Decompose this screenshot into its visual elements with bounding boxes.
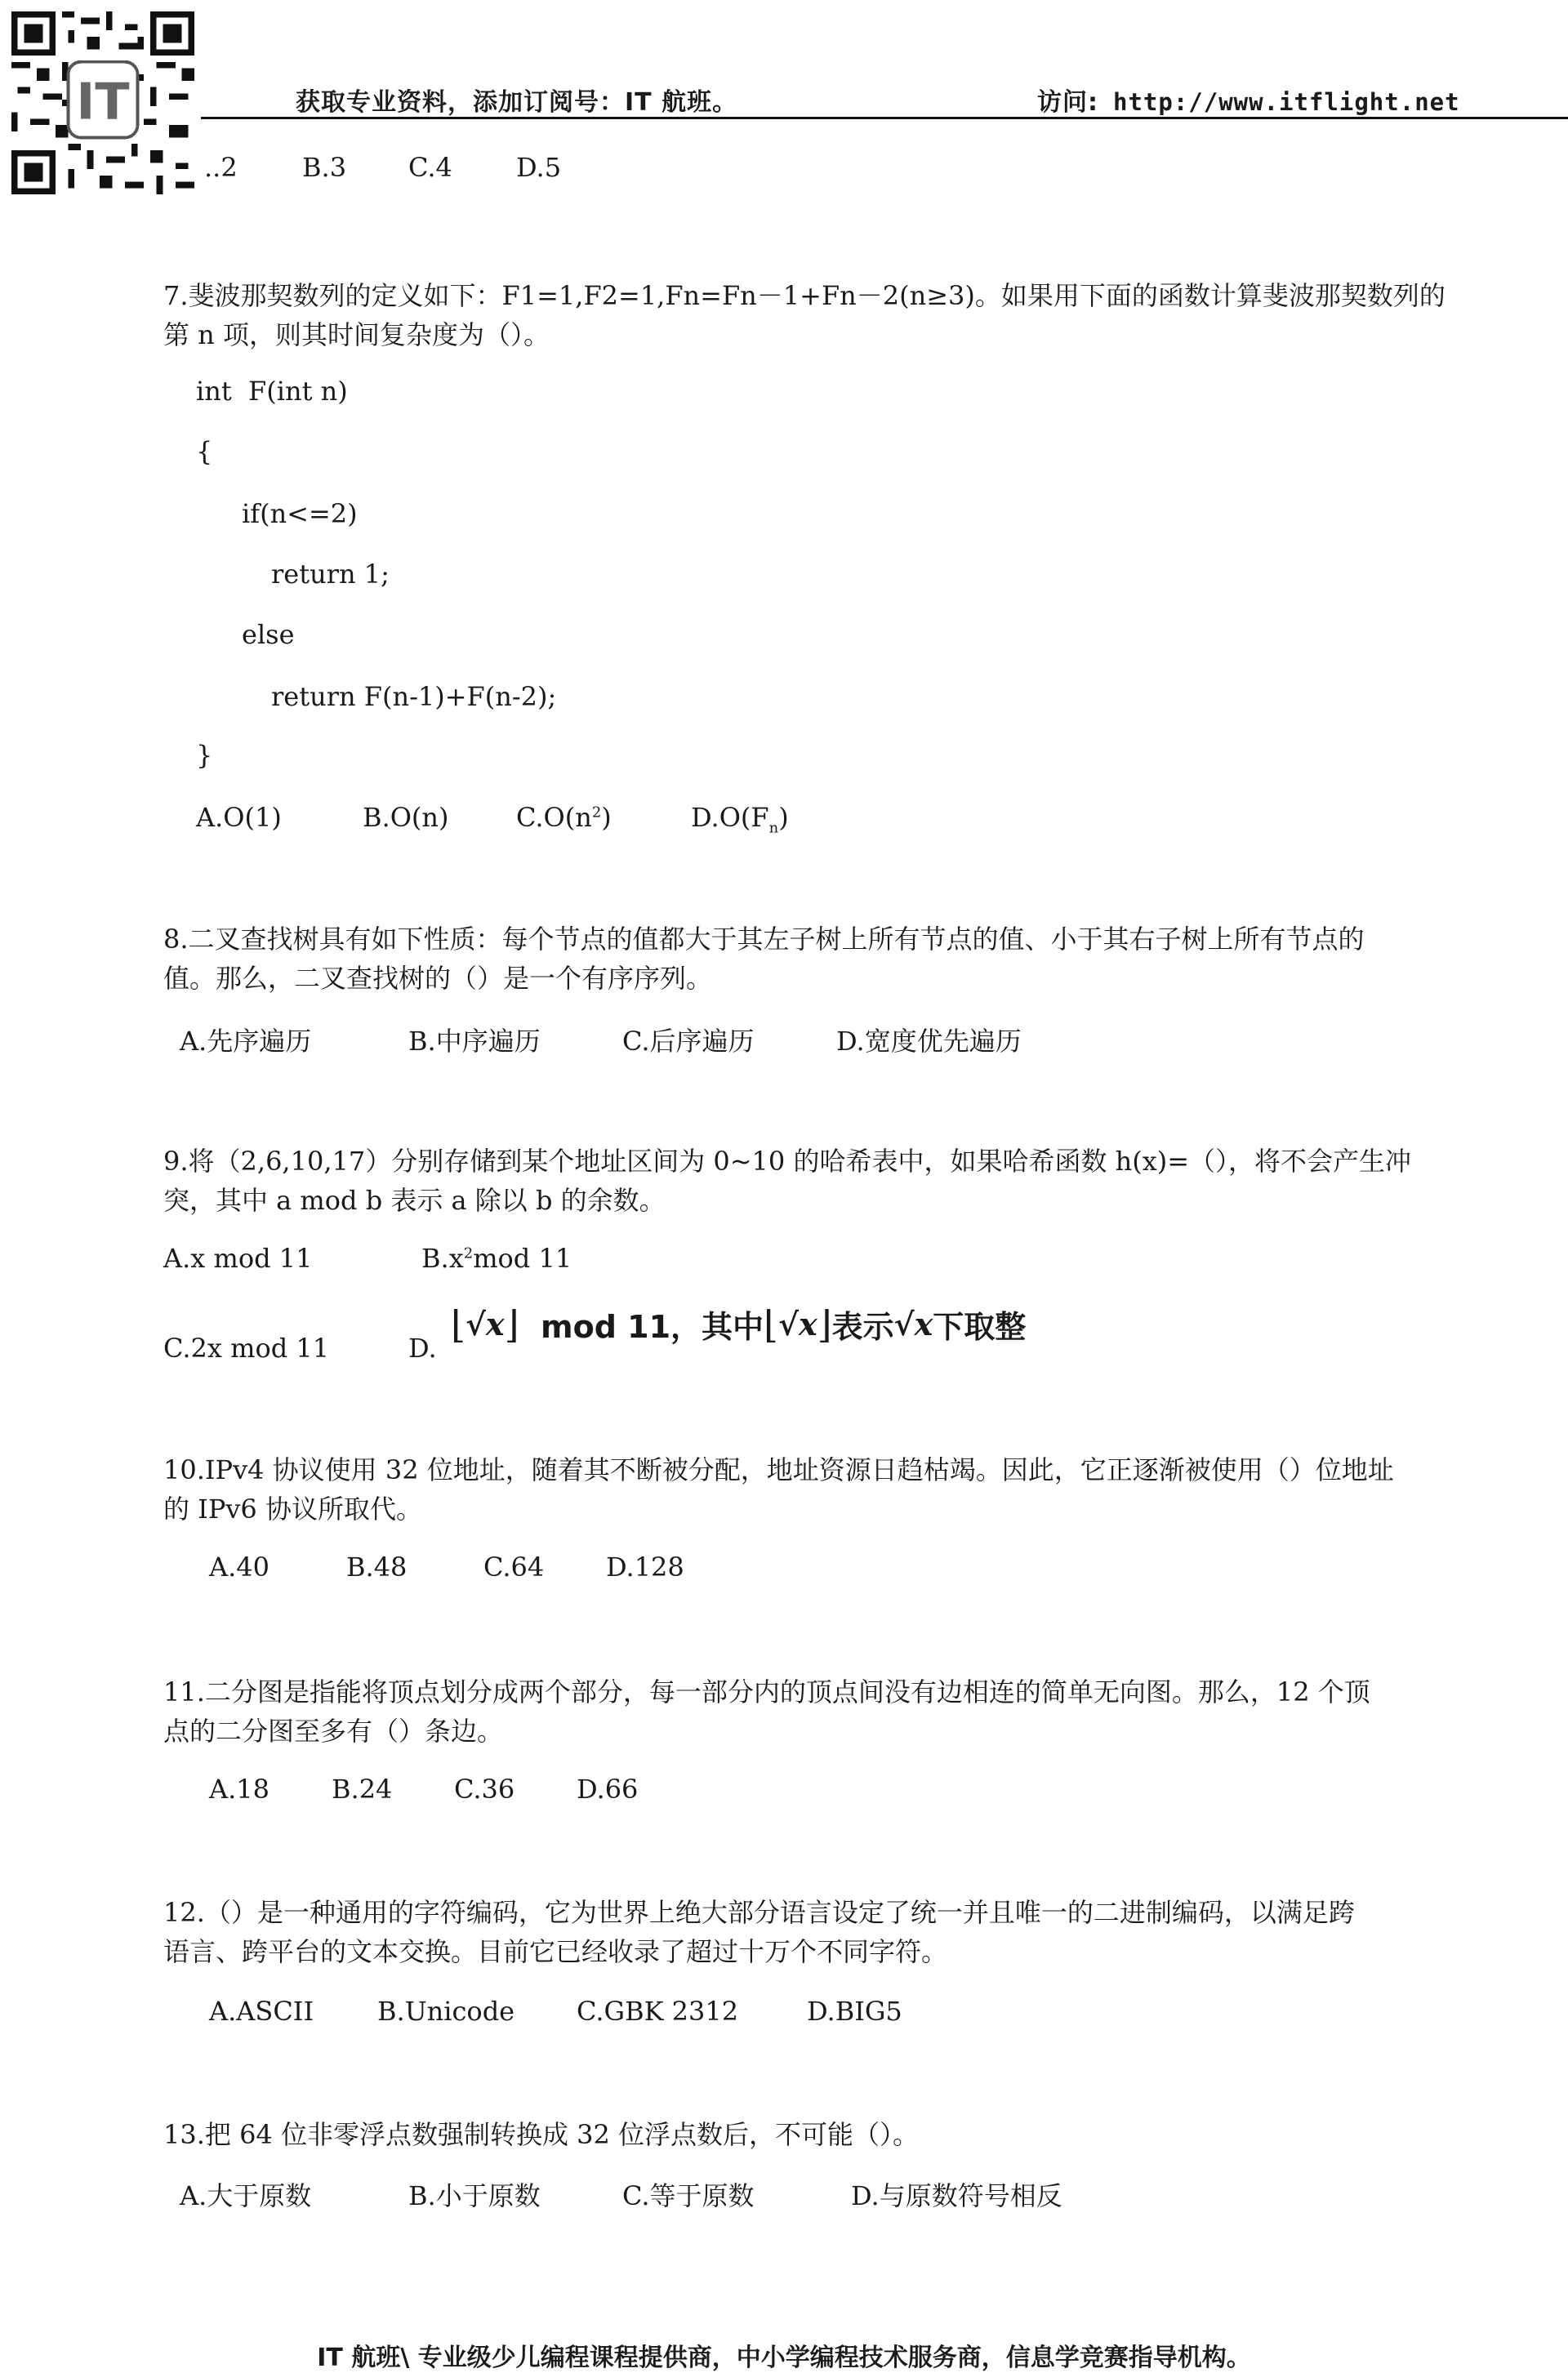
q11-option-a: A.18 [209,1774,270,1805]
q6-option-a: ..2 [204,152,238,183]
q13-question [163,2115,1560,2154]
header-url-link[interactable]: http://www.itflight.net [1113,88,1460,116]
q13-option-a: A.大于原数 [180,2180,312,2211]
q11-options [209,1774,638,1805]
q10-option-d: D.128 [606,1552,684,1583]
q7-code-line-4: return 1; [271,559,390,590]
q9-option-b: $B.x^2mod$ 11 [421,1243,572,1274]
q9-option-d-label: D. [408,1333,437,1364]
q7-option-b: B.O(n) [363,802,449,833]
q8-option-a: A.先序遍历 [180,1026,312,1057]
q8-line-2: 值。那么，二叉查找树的（）是一个有序序列。 [163,963,713,994]
q10-option-a: A.40 [209,1552,270,1583]
q10-options [209,1552,684,1583]
header-subscribe-text: 获取专业资料，添加订阅号：IT 航班。 [296,88,738,117]
header-visit-label: 访问: [1037,88,1098,117]
q7-code-line-2: { [196,436,213,467]
q8-line-1: 8.二叉查找树具有如下性质：每个节点的值都大于其左子树上所有节点的值、小于其右子树上所有节点的 [163,924,1365,955]
q11-question [163,1672,1560,1751]
q7-option-a: A.O(1) [196,802,282,833]
q6-option-c: C.4 [408,152,452,183]
q6-option-d: D.5 [516,152,562,183]
q11-line-1: 11.二分图是指能将顶点划分成两个部分，每一部分内的顶点间没有边相连的简单无向图。那么，12 个顶 [163,1676,1370,1707]
q7-option-d: $D.O(F_n)$ [691,802,789,837]
q7-code-line-6: return F(n-1)+F(n-2); [271,681,557,712]
q8-options [180,1021,1022,1058]
qr-code [11,11,194,194]
q9-line-2: 突，其中 a mod b 表示 a 除以 b 的余数。 [163,1185,666,1216]
q6-option-b: B.3 [302,152,347,183]
q12-line-2: 语言、跨平台的文本交换。目前它已经收录了超过十万个不同字符。 [163,1936,948,1967]
q10-line-1: 10.IPv4 协议使用 32 位地址，随着其不断被分配，地址资源日趋枯竭。因此，它正逐渐被使用（）位地址 [163,1454,1394,1485]
q12-option-c: C.GBK 2312 [577,1996,739,2027]
q10-question [163,1450,1560,1529]
q13-option-d: D.与原数符号相反 [851,2180,1062,2211]
q12-line-1: 12.（）是一种通用的字符编码，它为世界上绝大部分语言设定了统一并且唯一的二进制编码，以满足跨 [163,1897,1355,1928]
qr-code-graphic [11,11,194,194]
q8-question [163,919,1560,998]
q8-option-b: B.中序遍历 [408,1026,541,1057]
header-visit [1037,82,1460,118]
q9-options-row-2 [163,1333,437,1364]
q7-line-2: 第 n 项，则其时间复杂度为（）。 [163,319,550,350]
q11-option-d: D.66 [577,1774,639,1805]
q8-option-c: C.后序遍历 [622,1026,755,1057]
q11-line-2: 点的二分图至多有（）条边。 [163,1716,504,1747]
q9-options-row-1 [163,1243,572,1274]
q10-line-2: 的 IPv6 协议所取代。 [163,1494,422,1525]
q7-options [196,802,789,836]
q9-line-1: 9.将（2,6,10,17）分别存储到某个地址区间为 0~10 的哈希表中，如果哈希函数 h(x)=（），将不会产生冲 [163,1146,1412,1177]
q9-option-a: A.x mod 11 [163,1243,313,1274]
q7-code-line-7: } [196,740,213,771]
q10-option-c: C.64 [483,1552,545,1583]
svg-text:IT: IT [76,72,130,131]
q7-option-c: $C.O(n^2)$ [516,802,612,833]
q13-option-b: B.小于原数 [408,2180,541,2211]
q9-option-c: C.2x mod 11 [163,1333,330,1364]
q12-option-d: D.BIG5 [807,1996,902,2027]
q12-option-b: B.Unicode [377,1996,515,2027]
q13-line-1: 13.把 64 位非零浮点数强制转换成 32 位浮点数后，不可能（）。 [163,2119,920,2150]
q13-option-c: C.等于原数 [622,2180,755,2211]
q11-option-c: C.36 [454,1774,515,1805]
q12-options [209,1996,902,2027]
q12-question [163,1893,1560,1971]
q13-options [180,2175,1062,2213]
q8-option-d: D.宽度优先遍历 [836,1026,1022,1057]
q7-code-line-5: else [242,619,295,650]
page-footer: IT 航班\ 专业级少儿编程课程提供商，中小学编程技术服务商，信息学竞赛指导机构。 [317,2344,1251,2372]
q11-option-b: B.24 [332,1774,393,1805]
header-divider [201,117,1568,119]
q6-options [204,152,561,183]
q7-code-line-3: if(n<=2) [242,498,358,529]
q9-option-d-formula: ⌊ √x ⌋ mod 11，其中 ⌊ √x ⌋ 表示 √x 下取整 [451,1302,1027,1347]
q7-question [163,276,1560,354]
q9-question [163,1142,1560,1220]
q7-code-line-1: int F(int n) [196,376,348,407]
q12-option-a: A.ASCII [209,1996,314,2027]
q10-option-b: B.48 [346,1552,408,1583]
q7-line-1: 7.斐波那契数列的定义如下：F1=1,F2=1,Fn=Fn－1+Fn－2(n≥3)。如果用下面的函数计算斐波那契数列的 [163,280,1446,311]
